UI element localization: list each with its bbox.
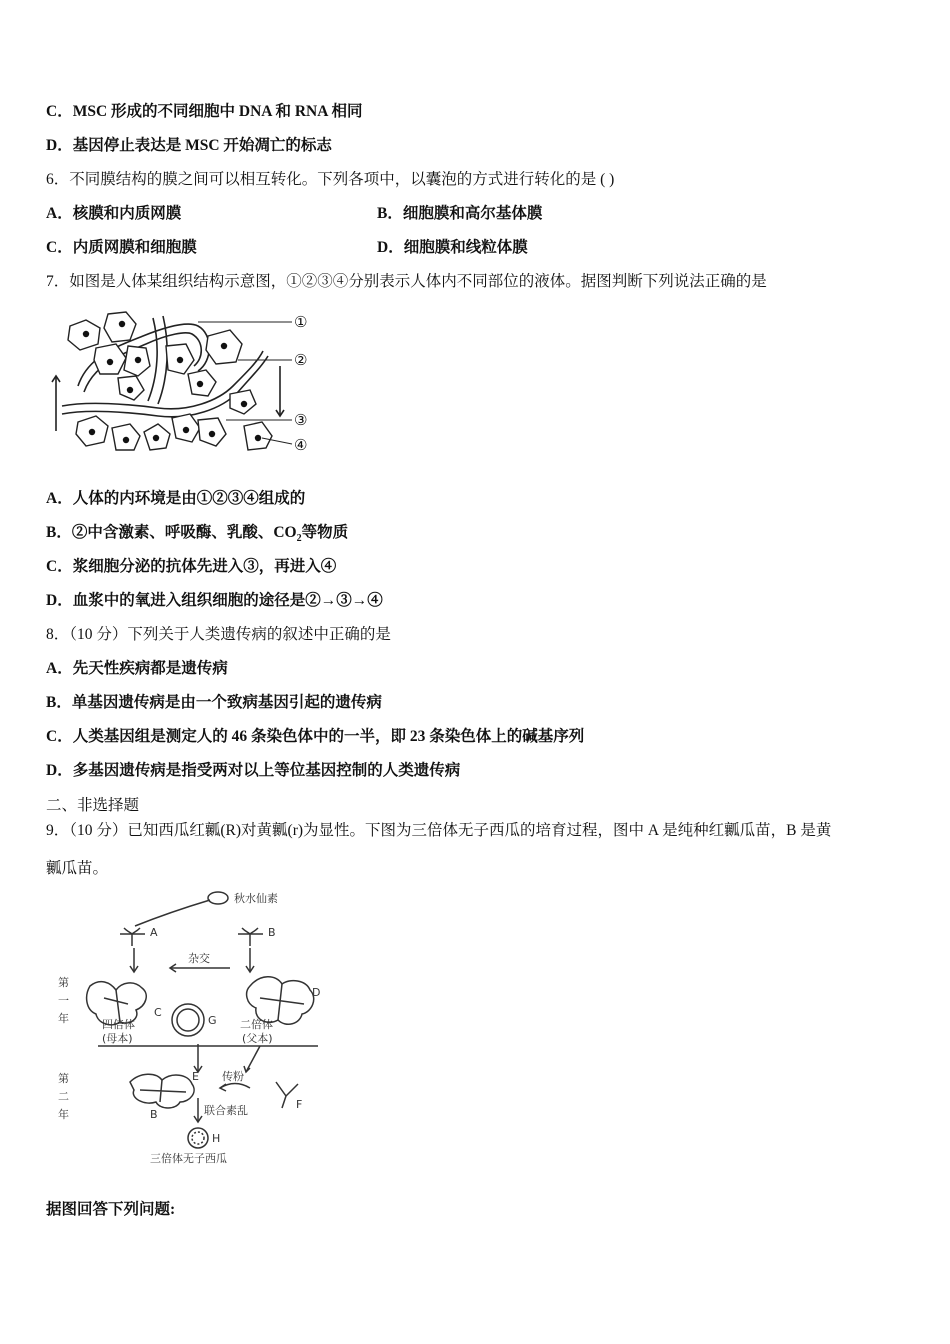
q7-stem: 7．如图是人体某组织结构示意图，①②③④分别表示人体内不同部位的液体。据图判断下列说法正确的是 [46, 273, 767, 290]
q9-stem-line1: 9．（10 分）已知西瓜红瓤(R)对黄瓤(r)为显性。下图为三倍体无子西瓜的培育过程，图中 A 是纯种红瓤瓜苗，B 是黄 [46, 822, 832, 839]
fig-diploid: 二倍体 [240, 1018, 273, 1031]
q9-stem-line2: 瓤瓜苗。 [46, 860, 109, 877]
fig-label-f: F [296, 1098, 303, 1111]
fig-year1-1: 第 [58, 976, 69, 989]
q7-option-b-subscript: 2 [296, 533, 302, 545]
fig-cross: 杂交 [188, 952, 210, 965]
watermelon-breeding-figure [50, 886, 332, 1166]
q7-option-d: D．血浆中的氧进入组织细胞的途径是②→③→④ [46, 592, 383, 609]
q6-option-a: A．核膜和内质网膜 [46, 205, 182, 222]
fig-label-a: A [150, 926, 158, 939]
fig-pollination: 传粉 [222, 1070, 244, 1083]
fig-colchicine: 秋水仙素 [234, 892, 278, 905]
q8-stem: 8．（10 分）下列关于人类遗传病的叙述中正确的是 [46, 626, 391, 643]
fig-year1-3: 年 [58, 1012, 69, 1025]
q8-option-c: C．人类基因组是测定人的 46 条染色体中的一半，即 23 条染色体上的碱基序列 [46, 728, 585, 745]
q7-option-b-tail: 等物质 [301, 524, 349, 541]
q6-option-c: C．内质网膜和细胞膜 [46, 239, 197, 256]
section-title: 二、非选择题 [46, 797, 140, 814]
fig-year1-2: 一 [58, 994, 69, 1007]
q5-option-d: D．基因停止表达是 MSC 开始凋亡的标志 [46, 137, 332, 154]
fig-label-e: E [192, 1070, 199, 1083]
figure-label-2: ② [294, 351, 308, 369]
q5-option-c: C．MSC 形成的不同细胞中 DNA 和 RNA 相同 [46, 103, 363, 120]
fig-tetraploid: 四倍体 [102, 1018, 135, 1031]
figure-label-3: ③ [294, 411, 308, 429]
fig-label-d: D [312, 986, 321, 999]
q6-stem: 6．不同膜结构的膜之间可以相互转化。下列各项中，以囊泡的方式进行转化的是 ( ) [46, 171, 615, 188]
q8-option-d: D．多基因遗传病是指受两对以上等位基因控制的人类遗传病 [46, 762, 461, 779]
figure-label-4: ④ [294, 436, 308, 454]
fig-label-h: H [212, 1132, 221, 1145]
fig-triploid: 三倍体无子西瓜 [150, 1152, 227, 1165]
figure-label-1: ① [294, 313, 308, 331]
q8-option-b: B．单基因遗传病是由一个致病基因引起的遗传病 [46, 694, 382, 711]
fig-label-b2: B [150, 1108, 158, 1121]
tissue-structure-figure [48, 306, 320, 468]
q7-option-c: C．浆细胞分泌的抗体先进入③，再进入④ [46, 558, 337, 575]
q8-option-a: A．先天性疾病都是遗传病 [46, 660, 228, 677]
fig-mother: (母本) [102, 1032, 133, 1045]
q7-option-b [46, 523, 348, 549]
fig-year2-3: 年 [58, 1108, 69, 1121]
q6-option-d: D．细胞膜和线粒体膜 [377, 239, 528, 256]
q7-option-b-text: B．②中含激素、呼吸酶、乳酸、CO [46, 524, 297, 541]
fig-father: (父本) [242, 1032, 273, 1045]
fig-year2-1: 第 [58, 1072, 69, 1085]
q7-option-a: A．人体的内环境是由①②③④组成的 [46, 490, 306, 507]
fig-hormone: 联合素乱 [204, 1104, 248, 1117]
fig-year2-2: 二 [58, 1090, 69, 1103]
q9-followup: 据图回答下列问题: [46, 1201, 176, 1218]
q6-option-b: B．细胞膜和高尔基体膜 [377, 205, 543, 222]
fig-label-g: G [208, 1014, 217, 1027]
fig-label-c: C [154, 1006, 162, 1019]
fig-label-b: B [268, 926, 276, 939]
